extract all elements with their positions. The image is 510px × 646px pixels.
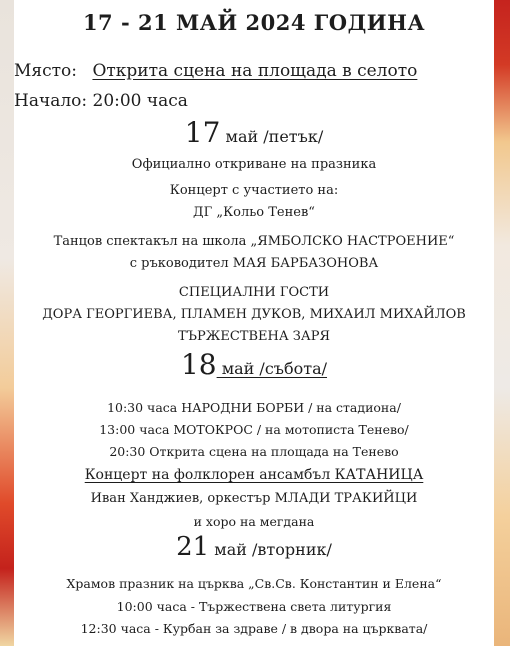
right-ribbon	[494, 0, 510, 646]
day3-number: 21	[176, 532, 210, 562]
dates-heading: 17 - 21 МАЙ 2024 ГОДИНА	[82, 10, 426, 35]
left-ribbon	[0, 0, 14, 646]
place-line	[14, 61, 494, 81]
day2-line: 13:00 часа МОТОКРОС / на мотописта Тенево/	[99, 422, 409, 437]
day1-line: СПЕЦИАЛНИ ГОСТИ	[178, 285, 330, 300]
day1-heading	[14, 116, 494, 149]
day1-line: Официално откриване на празника	[131, 157, 377, 172]
day2-line: 10:30 часа НАРОДНИ БОРБИ / на стадиона/	[107, 400, 401, 415]
day1-line: Концерт с участието на:	[169, 183, 339, 198]
day3-label: май /вторник/	[209, 540, 332, 559]
day1-line: ДГ „Кольо Тенев“	[193, 205, 315, 220]
day2-label: май /събота/	[216, 359, 328, 378]
day3-line: 10:00 часа - Тържествена света литургия	[116, 599, 392, 614]
day2-number: 18	[180, 348, 217, 381]
day1-number: 17	[184, 116, 221, 149]
day2-line: 20:30 Открита сцена на площада на Тенево	[109, 444, 399, 459]
day3-heading	[14, 532, 494, 562]
place-label: Място:	[14, 61, 78, 81]
day3-line: Храмов празник на църква „Св.Св. Константин и Елена“	[66, 576, 442, 591]
day3-line: 12:30 часа - Курбан за здраве / в двора на църквата/	[80, 621, 428, 636]
day1-label: май /петък/	[220, 127, 324, 146]
place-value: Открита сцена на площада в селото	[92, 61, 418, 81]
day2-line: Иван Ханджиев, оркестър МЛАДИ ТРАКИЙЦИ	[90, 491, 418, 506]
day1-line: Танцов спектакъл на школа „ЯМБОЛСКО НАСТРОЕНИЕ“	[53, 234, 455, 249]
start-time: Начало: 20:00 часа	[14, 91, 188, 111]
day1-line: ТЪРЖЕСТВЕНА ЗАРЯ	[177, 329, 330, 344]
day2-line: и хоро на мегдана	[193, 514, 315, 529]
program-document	[14, 0, 494, 646]
day1-line: с ръководител МАЯ БАРБАЗОНОВА	[129, 256, 379, 271]
day2-line: Концерт на фолклорен ансамбъл КАТАНИЦА	[84, 467, 424, 483]
day1-line: ДОРА ГЕОРГИЕВА, ПЛАМЕН ДУКОВ, МИХАИЛ МИХАЙЛОВ	[42, 307, 466, 322]
day2-heading	[14, 348, 494, 381]
